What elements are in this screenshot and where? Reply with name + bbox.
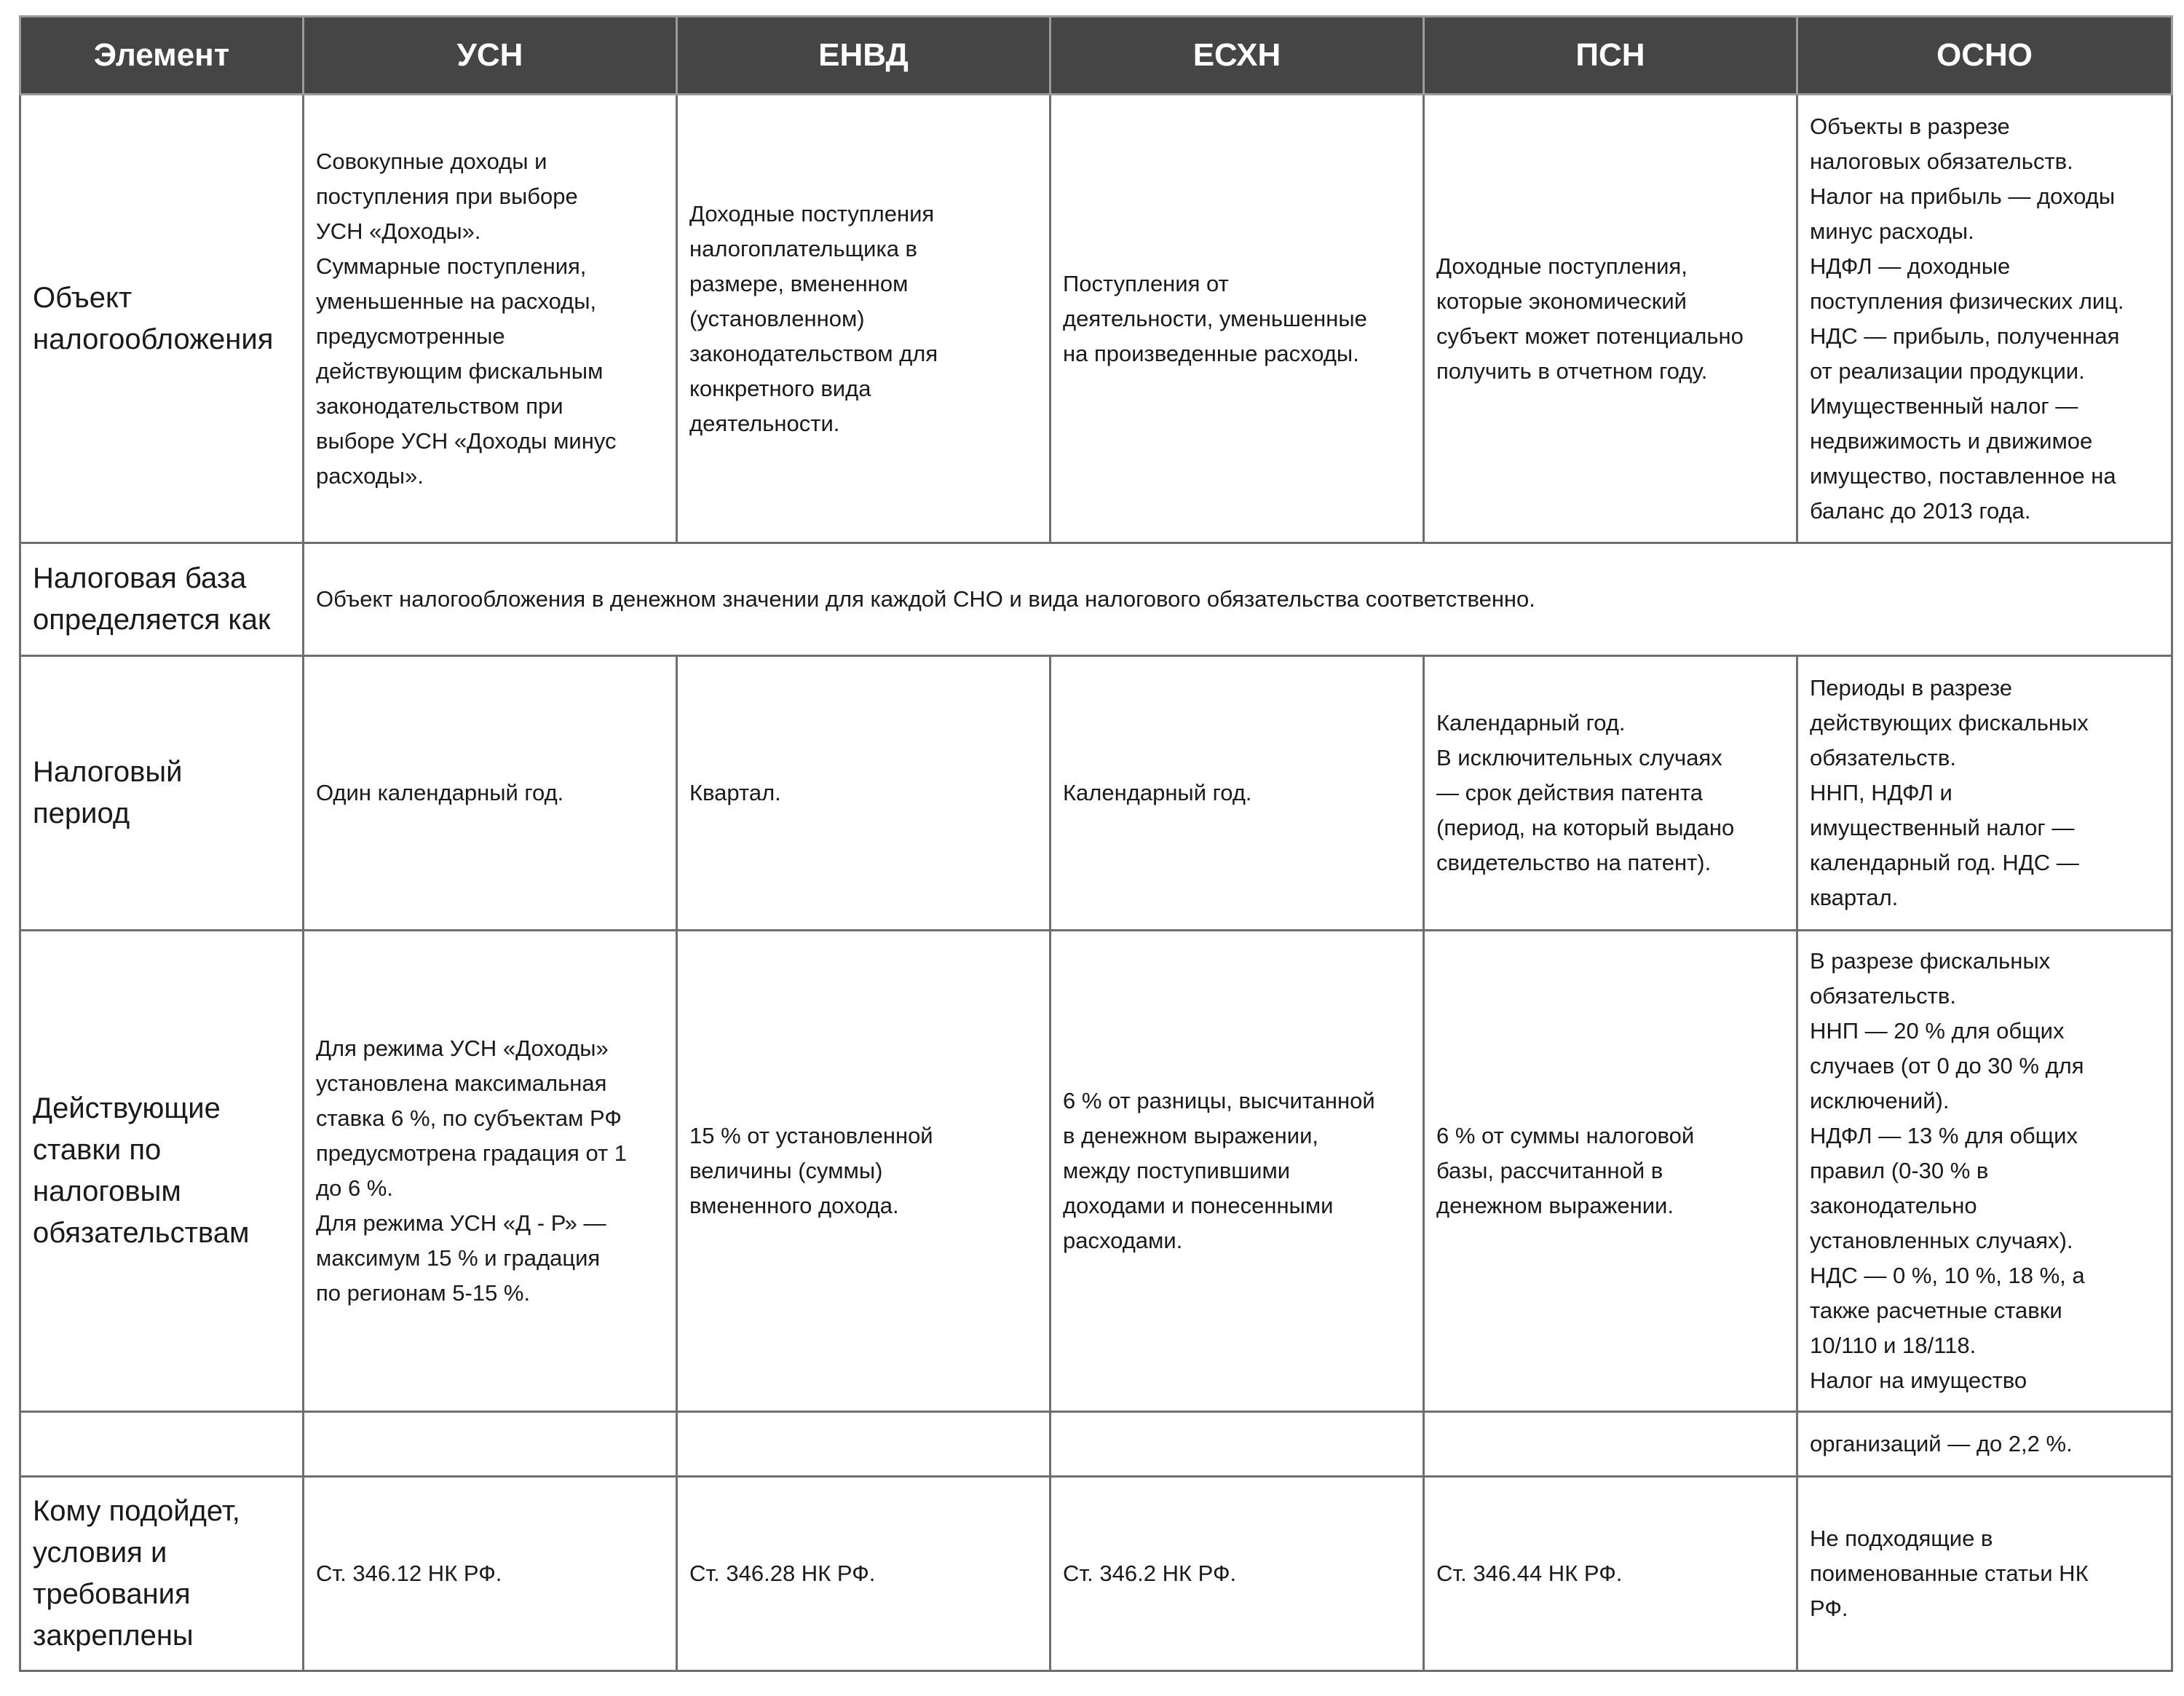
cell-rates-usn: Для режима УСН «Доходы» установлена максимальная ставка 6 %, по субъектам РФ предусмотрена градация от 1 до 6 %. Для режима УСН «Д - Р» — максимум 15 % и градация по регионам 5-15 %.: [304, 931, 677, 1412]
cell-period-osno: Периоды в разрезе действующих фискальных обязательств. ННП, НДФЛ и имущественный налог — календарный год. НДС — квартал.: [1797, 656, 2172, 931]
cell-object-eshn: Поступления от деятельности, уменьшенные на произведенные расходы.: [1051, 95, 1424, 543]
row-tax-base: [20, 543, 2172, 656]
cell-rates-eshn: 6 % от разницы, высчитанной в денежном выражении, между поступившими доходами и понесенными расходами.: [1051, 931, 1424, 1412]
cell-who-osno: Не подходящие в поименованные статьи НК РФ.: [1797, 1477, 2172, 1671]
cell-who-envd: Ст. 346.28 НК РФ.: [677, 1477, 1051, 1671]
cell-object-usn: Совокупные доходы и поступления при выборе УСН «Доходы». Суммарные поступления, уменьшенные на расходы, предусмотренные действующим фискальным законодательством при выборе УСН «Доходы минус расходы».: [304, 95, 677, 543]
label-tax-rates: Действующие ставки по налоговым обязательствам: [20, 931, 304, 1412]
row-rates-continuation: [20, 1412, 2172, 1477]
cell-object-envd: Доходные поступления налогоплательщика в размере, вмененном (установленном) законодательством для конкретного вида деятельности.: [677, 95, 1051, 543]
cell-period-usn: Один календарный год.: [304, 656, 677, 931]
cell-cont-psn: [1424, 1412, 1797, 1477]
cell-period-eshn: Календарный год.: [1051, 656, 1424, 931]
cell-period-envd: Квартал.: [677, 656, 1051, 931]
cell-rates-psn: 6 % от суммы налоговой базы, рассчитанной в денежном выражении.: [1424, 931, 1797, 1412]
header-osno: ОСНО: [1797, 17, 2172, 95]
cell-base-all: Объект налогообложения в денежном значении для каждой СНО и вида налогового обязательства соответственно.: [304, 543, 2172, 656]
header-element: Элемент: [20, 17, 304, 95]
cell-who-eshn: Ст. 346.2 НК РФ.: [1051, 1477, 1424, 1671]
label-tax-period: Налоговый период: [20, 656, 304, 931]
row-who-fits: [20, 1477, 2172, 1671]
label-tax-base: Налоговая база определяется как: [20, 543, 304, 656]
header-eshn: ЕСХН: [1051, 17, 1424, 95]
cell-cont-eshn: [1051, 1412, 1424, 1477]
cell-cont-envd: [677, 1412, 1051, 1477]
cell-rates-osno: В разрезе фискальных обязательств. ННП — 20 % для общих случаев (от 0 до 30 % для исключений). НДФЛ — 13 % для общих правил (0-30 % в законодательно установленных случаях). НДС — 0 %, 10 %, 18 %, а также расчетные ставки 10/110 и 18/118. Налог на имущество: [1797, 931, 2172, 1412]
header-row: [20, 17, 2172, 95]
header-psn: ПСН: [1424, 17, 1797, 95]
cell-who-psn: Ст. 346.44 НК РФ.: [1424, 1477, 1797, 1671]
row-tax-period: [20, 656, 2172, 931]
cell-cont-usn: [304, 1412, 677, 1477]
label-tax-object: Объект налогообложения: [20, 95, 304, 543]
cell-object-osno: Объекты в разрезе налоговых обязательств. Налог на прибыль — доходы минус расходы. НДФЛ — доходные поступления физических лиц. НДС — прибыль, полученная от реализации продукции. Имущественный налог — недвижимость и движимое имущество, поставленное на баланс до 2013 года.: [1797, 95, 2172, 543]
header-usn: УСН: [304, 17, 677, 95]
cell-who-usn: Ст. 346.12 НК РФ.: [304, 1477, 677, 1671]
cell-cont-label: [20, 1412, 304, 1477]
cell-object-psn: Доходные поступления, которые экономический субъект может потенциально получить в отчетном году.: [1424, 95, 1797, 543]
cell-period-psn: Календарный год. В исключительных случаях — срок действия патента (период, на который выдано свидетельство на патент).: [1424, 656, 1797, 931]
cell-rates-envd: 15 % от установленной величины (суммы) вмененного дохода.: [677, 931, 1051, 1412]
tax-regimes-table: [19, 15, 2173, 1672]
row-tax-rates: [20, 931, 2172, 1412]
header-envd: ЕНВД: [677, 17, 1051, 95]
label-who-fits: Кому подойдет, условия и требования закреплены: [20, 1477, 304, 1671]
row-tax-object: [20, 95, 2172, 543]
cell-cont-osno: организаций — до 2,2 %.: [1797, 1412, 2172, 1477]
